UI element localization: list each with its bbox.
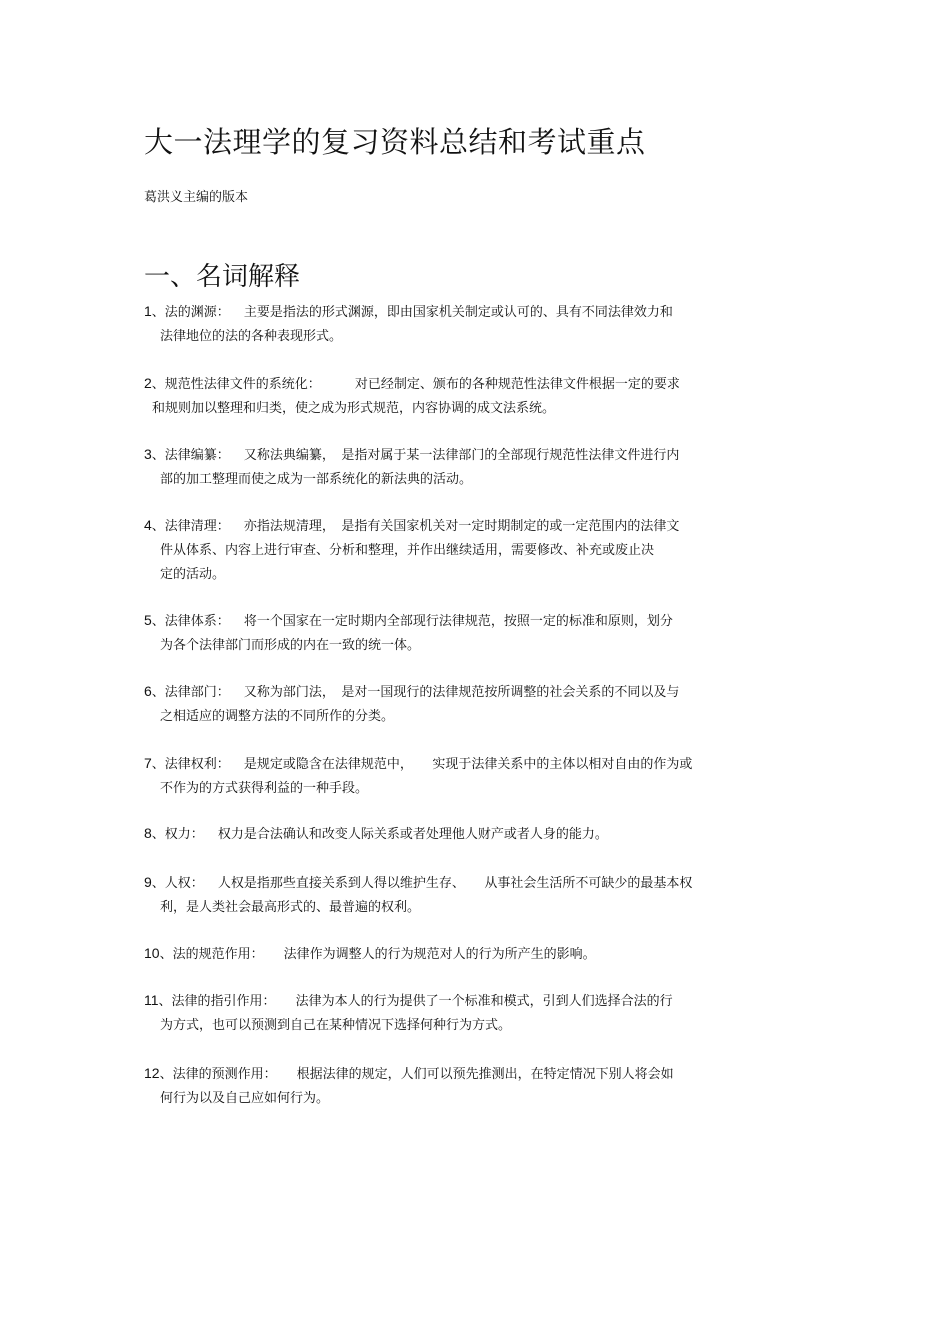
entry-definition: 法律为本人的行为提供了一个标准和模式，引到人们选择合法的行 xyxy=(295,994,673,1009)
entry-first-line xyxy=(144,371,794,397)
entry-term: 、法律编纂： xyxy=(151,448,230,463)
definition-entry xyxy=(144,1061,794,1111)
document-subtitle: 葛洪义主编的版本 xyxy=(144,190,249,205)
entry-first-line xyxy=(144,442,794,468)
definition-entry xyxy=(144,679,794,729)
entry-first-line xyxy=(144,751,794,777)
entry-term: 、法律体系： xyxy=(151,614,230,629)
definition-entry xyxy=(144,870,794,920)
entry-number: 11 xyxy=(144,992,159,1008)
entry-term: 、法律的指引作用： xyxy=(158,994,276,1009)
definition-entry xyxy=(144,299,794,349)
entry-definition: 亦指法规清理， 是指有关国家机关对一定时期制定的或一定范围内的法律文 xyxy=(243,519,680,534)
definition-entry xyxy=(144,941,794,967)
entry-term: 、法律权利： xyxy=(151,757,230,772)
entry-number: 5 xyxy=(144,612,152,628)
definition-entry xyxy=(144,513,794,587)
entry-continuation: 部的加工整理而使之成为一部系统化的新法典的活动。 xyxy=(160,472,473,487)
entry-continuation: 为各个法律部门而形成的内在一致的统一体。 xyxy=(160,638,421,653)
entry-continuation: 之相适应的调整方法的不同所作的分类。 xyxy=(160,709,395,724)
entry-term: 、法律清理： xyxy=(151,519,230,534)
definition-entry xyxy=(144,442,794,492)
entry-definition: 主要是指法的形式渊源，即由国家机关制定或认可的、具有不同法律效力和 xyxy=(243,305,673,320)
entry-definition: 根据法律的规定，人们可以预先推测出，在特定情况下别人将会如 xyxy=(296,1067,674,1082)
entry-number: 6 xyxy=(144,683,152,699)
entry-term: 、人权： xyxy=(151,876,204,891)
entry-definition: 将一个国家在一定时期内全部现行法律规范，按照一定的标准和原则，划分 xyxy=(243,614,673,629)
document-title: 大一法理学的复习资料总结和考试重点 xyxy=(144,125,646,159)
entry-definition: 对已经制定、颁布的各种规范性法律文件根据一定的要求 xyxy=(354,377,680,392)
entry-definition: 又称法典编纂， 是指对属于某一法律部门的全部现行规范性法律文件进行内 xyxy=(243,448,680,463)
entry-first-line xyxy=(144,513,794,539)
entry-definition: 人权是指那些直接关系到人得以维护生存、 从事社会生活所不可缺少的最基本权 xyxy=(217,876,693,891)
entry-first-line xyxy=(144,1061,794,1087)
definition-entry xyxy=(144,821,794,847)
entry-continuation: 件从体系、内容上进行审查、分析和整理，并作出继续适用，需要修改、补充或废止决 xyxy=(160,543,655,558)
definition-entry xyxy=(144,608,794,658)
entry-first-line xyxy=(144,988,794,1014)
entry-number: 9 xyxy=(144,874,152,890)
entry-definition: 是规定或隐含在法律规范中， 实现于法律关系中的主体以相对自由的作为或 xyxy=(243,757,693,772)
section-heading: 一、名词解释 xyxy=(144,262,301,292)
definition-entry xyxy=(144,751,794,801)
entry-number: 12 xyxy=(144,1065,160,1081)
entry-first-line xyxy=(144,299,794,325)
entry-first-line xyxy=(144,941,794,967)
entry-number: 1 xyxy=(144,303,152,319)
entry-continuation: 定的活动。 xyxy=(160,567,226,582)
entry-term: 、规范性法律文件的系统化： xyxy=(151,377,321,392)
entry-number: 3 xyxy=(144,446,152,462)
entry-first-line xyxy=(144,608,794,634)
entry-term: 、权力： xyxy=(151,827,204,842)
entry-continuation: 和规则加以整理和归类，使之成为形式规范，内容协调的成文法系统。 xyxy=(152,401,556,416)
entry-continuation: 法律地位的法的各种表现形式。 xyxy=(160,329,343,344)
entry-continuation: 为方式，也可以预测到自己在某种情况下选择何种行为方式。 xyxy=(160,1018,512,1033)
entry-definition: 权力是合法确认和改变人际关系或者处理他人财产或者人身的能力。 xyxy=(217,827,608,842)
entry-term: 、法的渊源： xyxy=(151,305,230,320)
entry-number: 8 xyxy=(144,825,152,841)
entry-continuation: 利，是人类社会最高形式的、最普遍的权利。 xyxy=(160,900,421,915)
entry-number: 10 xyxy=(144,945,160,961)
entry-first-line xyxy=(144,821,794,847)
entry-continuation: 不作为的方式获得利益的一种手段。 xyxy=(160,781,369,796)
entry-term: 、法律部门： xyxy=(151,685,230,700)
entry-first-line xyxy=(144,870,794,896)
definition-entry xyxy=(144,988,794,1038)
entry-number: 7 xyxy=(144,755,152,771)
entry-number: 4 xyxy=(144,517,152,533)
entry-term: 、法律的预测作用： xyxy=(159,1067,277,1082)
entry-definition: 法律作为调整人的行为规范对人的行为所产生的影响。 xyxy=(283,947,596,962)
entry-definition: 又称为部门法， 是对一国现行的法律规范按所调整的社会关系的不同以及与 xyxy=(243,685,680,700)
entry-number: 2 xyxy=(144,375,152,391)
definition-entry xyxy=(144,371,794,421)
entry-continuation: 何行为以及自己应如何行为。 xyxy=(160,1091,330,1106)
entry-term: 、法的规范作用： xyxy=(159,947,264,962)
entry-first-line xyxy=(144,679,794,705)
